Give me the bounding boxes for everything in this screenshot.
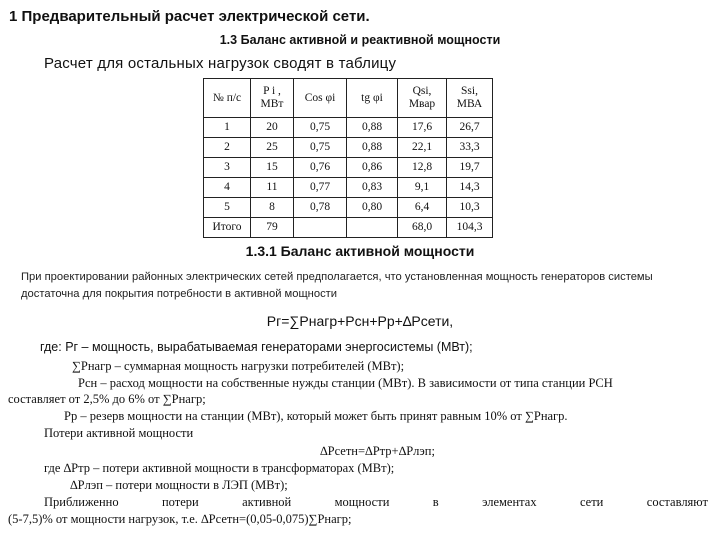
table-cell: 0,78 — [294, 198, 347, 218]
table-cell: 0,77 — [294, 178, 347, 198]
table-cell: 4 — [204, 178, 251, 198]
definition-line: Pсн – расход мощности на собственные нужды станции (МВт). В зависимости от типа станции PСН — [78, 376, 613, 390]
definition-line: Pр – резерв мощности на станции (МВт), который может быть принят равным 10% от ∑Pнагр. — [64, 409, 568, 423]
loss-formula: ∆Pсетн=∆Pтр+∆Pлэп; — [320, 444, 435, 458]
table-cell: 33,3 — [447, 138, 493, 158]
approx-word: мощности — [334, 495, 390, 509]
table-cell: 19,7 — [447, 158, 493, 178]
table-cell: 25 — [251, 138, 294, 158]
definition-line: составляет от 2,5% до 6% от ∑Pнагр; — [8, 392, 206, 406]
table-cell: Итого — [204, 218, 251, 238]
table-cell: 0,88 — [347, 138, 398, 158]
table-cell: 22,1 — [398, 138, 447, 158]
definition-line: где ∆Pтр – потери активной мощности в трансформаторах (МВт); — [44, 461, 395, 475]
table-row — [204, 218, 493, 238]
approx-word: элементах — [482, 495, 537, 509]
loss-label: Потери активной мощности — [44, 426, 194, 440]
definition-line: где: Pг – мощность, вырабатываемая генераторами энергосистемы (МВт); — [40, 340, 473, 354]
approx-word: в — [432, 495, 439, 509]
table-cell: 3 — [204, 158, 251, 178]
col-header: P i , МВт — [251, 79, 294, 118]
table-cell: 104,3 — [447, 218, 493, 238]
table-cell: 6,4 — [398, 198, 447, 218]
lead-text: Расчет для остальных нагрузок сводят в таблицу — [44, 55, 397, 72]
intro-paragraph: При проектировании районных электрических сетей предполагается, что установленная мощность генераторов системы достаточна для покрытия потребности в активной мощности — [21, 271, 653, 300]
table-cell — [294, 218, 347, 238]
table-row — [204, 118, 493, 138]
approx-word: сети — [579, 495, 604, 509]
table-row — [204, 158, 493, 178]
approx-word: потери — [161, 495, 199, 509]
table-cell: 0,80 — [347, 198, 398, 218]
table-cell: 12,8 — [398, 158, 447, 178]
col-header: Ssi, МВА — [447, 79, 493, 118]
table-cell: 0,83 — [347, 178, 398, 198]
table-cell: 0,75 — [294, 138, 347, 158]
table-cell: 14,3 — [447, 178, 493, 198]
table-cell — [347, 218, 398, 238]
col-header: Qsi, Мвар — [398, 79, 447, 118]
definition-line: ∑Pнагр – суммарная мощность нагрузки потребителей (МВт); — [72, 359, 405, 373]
table-cell: 10,3 — [447, 198, 493, 218]
table-cell: 8 — [251, 198, 294, 218]
table-cell: 5 — [204, 198, 251, 218]
table-cell: 2 — [204, 138, 251, 158]
subsubsection-title: 1.3.1 Баланс активной мощности — [245, 243, 475, 259]
table-cell: 20 — [251, 118, 294, 138]
table-cell: 0,75 — [294, 118, 347, 138]
main-formula: Pг=∑Pнагр+Pсн+Pр+∆Pсети, — [266, 313, 454, 329]
approx-line — [44, 494, 708, 510]
table-cell: 1 — [204, 118, 251, 138]
table-cell: 26,7 — [447, 118, 493, 138]
approx-line-end: (5-7,5)% от мощности нагрузок, т.е. ∆Pсетн=(0,05-0,075)∑Pнагр; — [8, 512, 352, 526]
table-cell: 17,6 — [398, 118, 447, 138]
approx-word: составляют — [646, 495, 708, 509]
definition-line: ∆Pлэп – потери мощности в ЛЭП (МВт); — [70, 478, 288, 492]
table-header-row — [204, 79, 493, 118]
table-cell: 0,76 — [294, 158, 347, 178]
table-cell: 11 — [251, 178, 294, 198]
col-header: tg φi — [347, 79, 398, 118]
table-cell: 0,86 — [347, 158, 398, 178]
section-title: 1 Предварительный расчет электрической сети. — [9, 8, 370, 25]
table-row — [204, 138, 493, 158]
approx-word: Приближенно — [44, 495, 119, 509]
table-cell: 0,88 — [347, 118, 398, 138]
table-cell: 9,1 — [398, 178, 447, 198]
table-cell: 15 — [251, 158, 294, 178]
table-row — [204, 198, 493, 218]
table-row — [204, 178, 493, 198]
table-cell: 68,0 — [398, 218, 447, 238]
col-header: № п/с — [204, 79, 251, 118]
table-cell: 79 — [251, 218, 294, 238]
subsection-title: 1.3 Баланс активной и реактивной мощности — [219, 33, 501, 47]
col-header: Cos φi — [294, 79, 347, 118]
load-table — [203, 78, 493, 238]
approx-word: активной — [242, 495, 292, 509]
